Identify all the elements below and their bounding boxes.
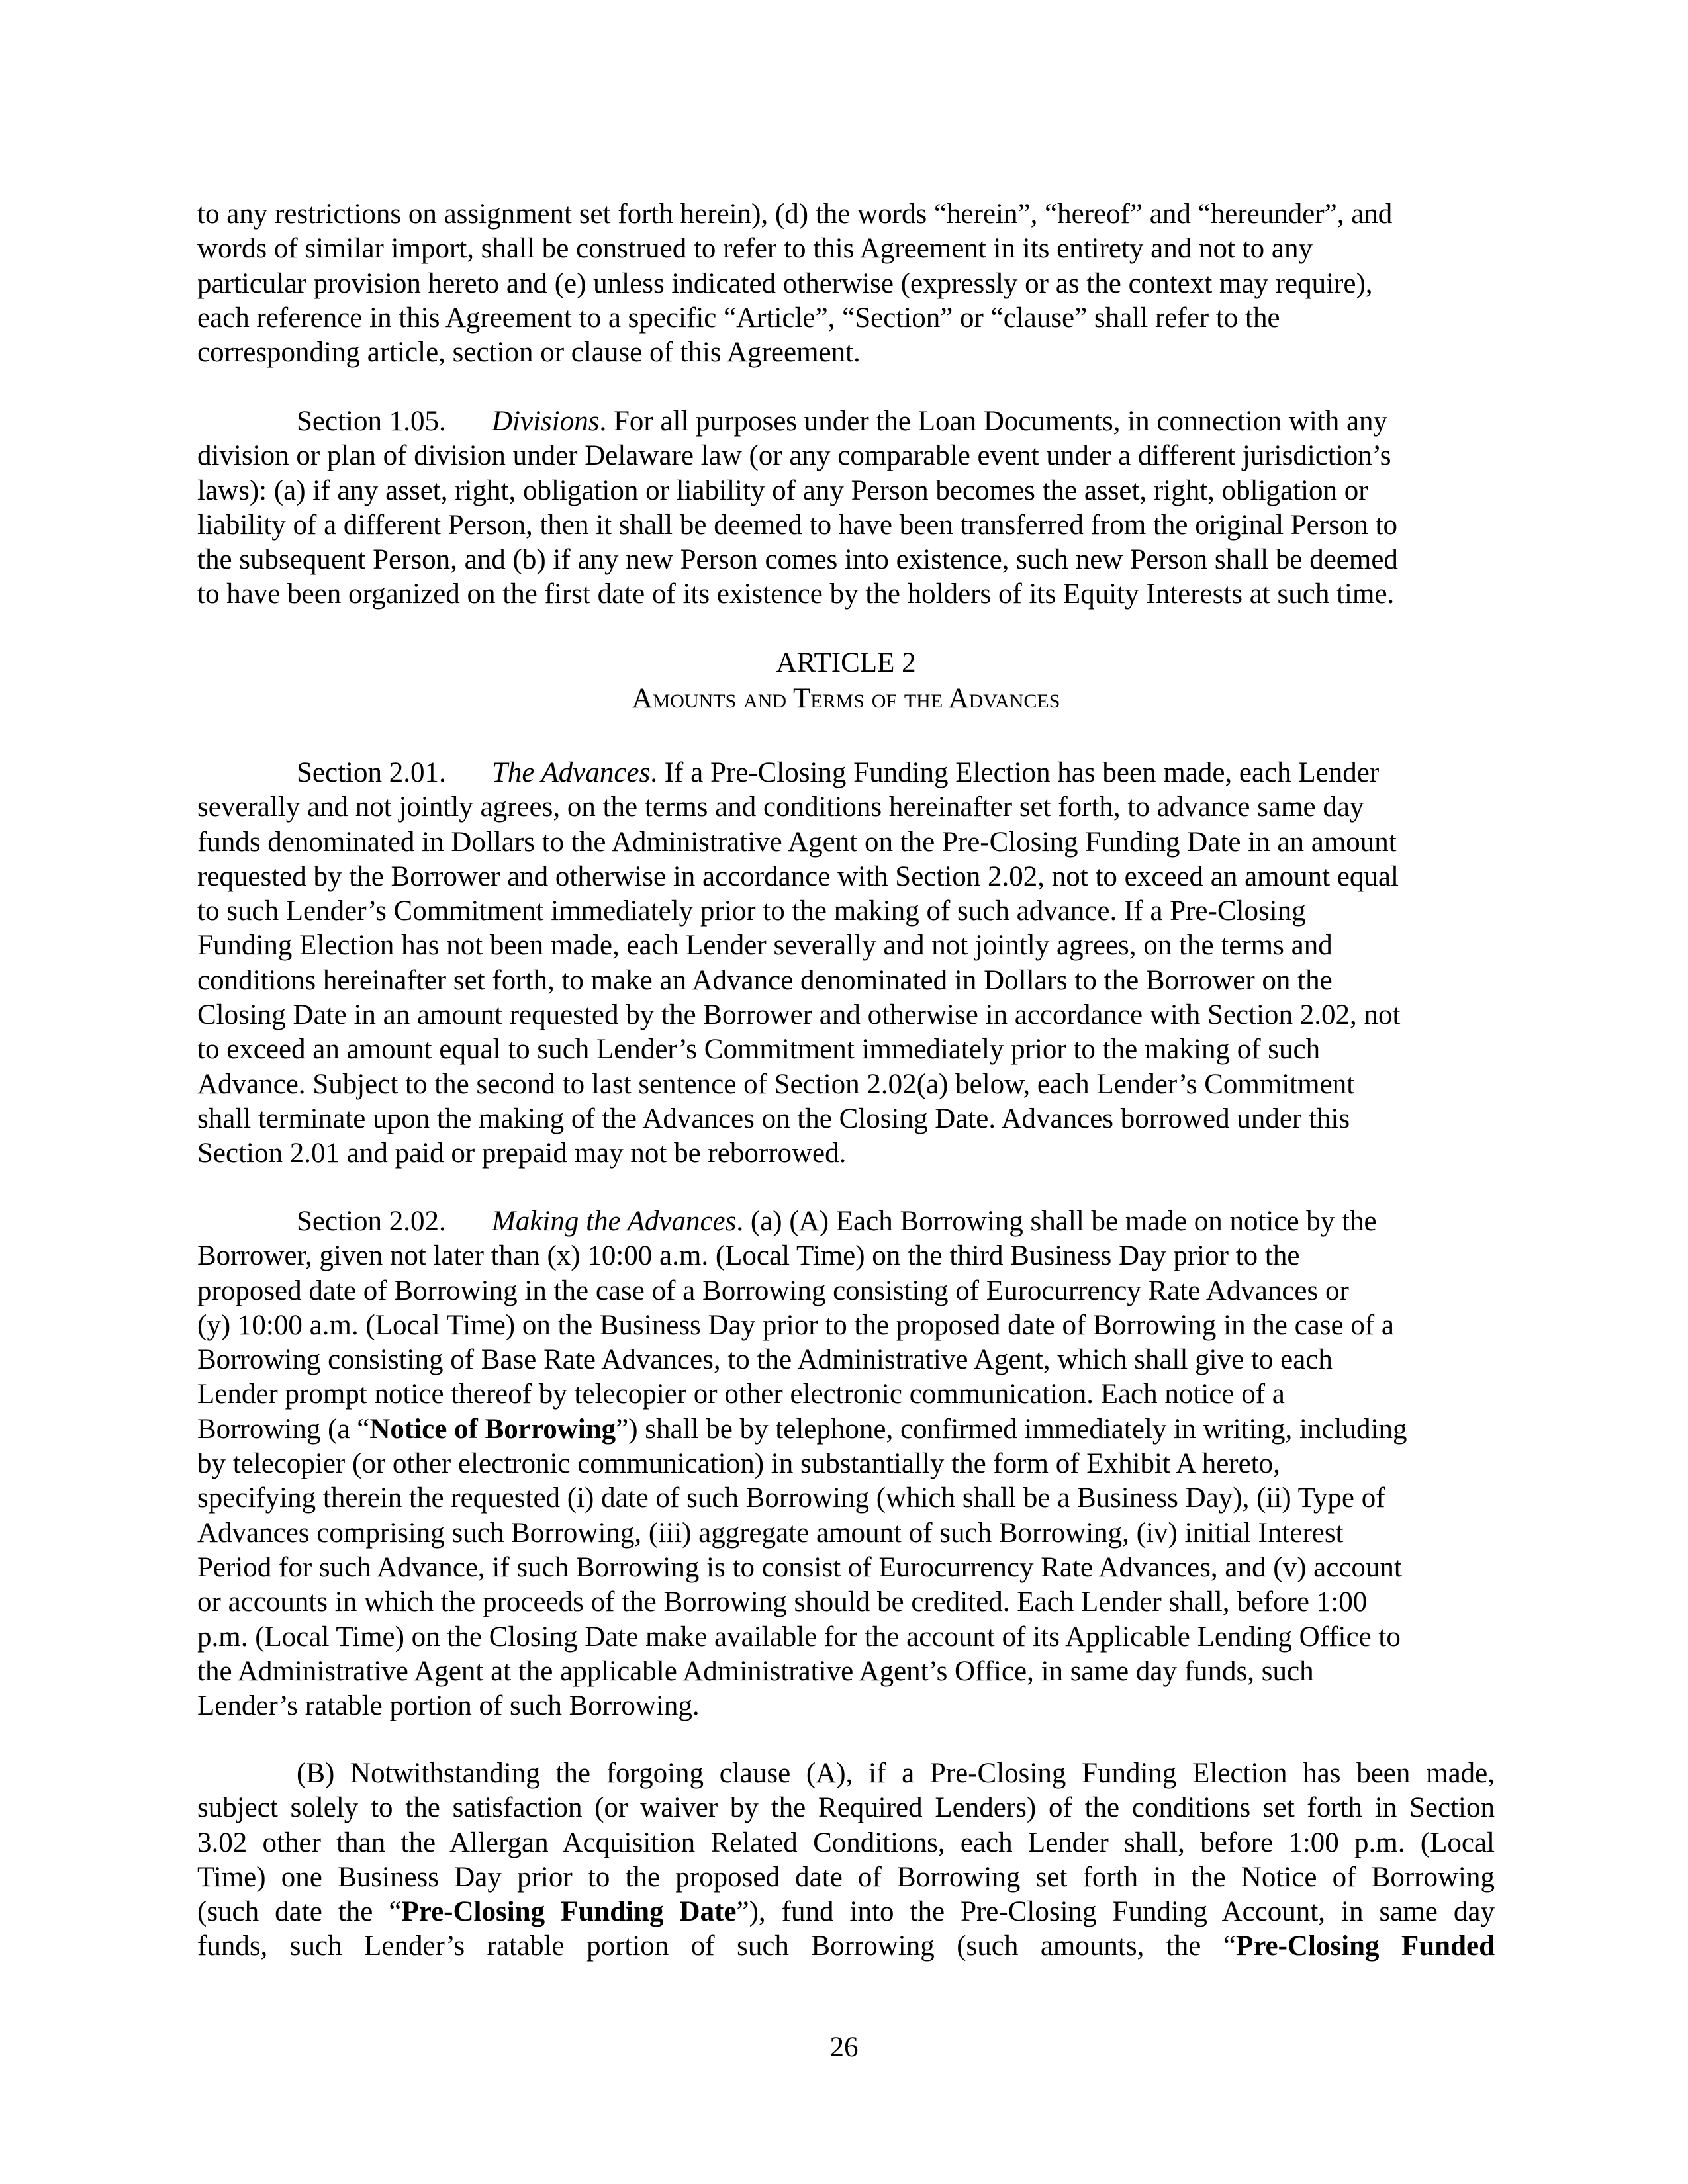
text-line: shall terminate upon the making of the Advances on the Closing Date. Advances borrowed under this bbox=[197, 1103, 1350, 1134]
section-number: Section 1.05. bbox=[297, 406, 446, 437]
paragraph-b bbox=[197, 1756, 1495, 1964]
text-line: proposed date of Borrowing in the case of a Borrowing consisting of Eurocurrency Rate Advances or bbox=[197, 1275, 1349, 1306]
text-line: subject solely to the satisfaction (or waiver by the Required Lenders) of the conditions set forth in Section bbox=[197, 1792, 1495, 1824]
text-line: Section 2.01 and paid or prepaid may not be reborrowed. bbox=[197, 1138, 847, 1169]
article-subheading: Amounts and Terms of the Advances bbox=[632, 683, 1060, 714]
text-line: particular provision hereto and (e) unless indicated otherwise (expressly or as the context may require), bbox=[197, 267, 1373, 299]
text-line: 3.02 other than the Allergan Acquisition Related Conditions, each Lender shall, before 1:00 p.m. (Local bbox=[197, 1827, 1495, 1858]
text-line: funds denominated in Dollars to the Administrative Agent on the Pre-Closing Funding Date in an amount bbox=[197, 826, 1397, 858]
text-line: Time) one Business Day prior to the proposed date of Borrowing set forth in the Notice of Borrowing bbox=[197, 1861, 1495, 1893]
section-title: Making the Advances bbox=[492, 1206, 737, 1237]
defined-term: Pre-Closing Funding Date bbox=[401, 1896, 737, 1928]
text-line: Closing Date in an amount requested by the Borrower and otherwise in accordance with Section 2.02, not bbox=[197, 999, 1401, 1031]
text-line: to such Lender’s Commitment immediately prior to the making of such advance. If a Pre-Closing bbox=[197, 895, 1306, 927]
section-number: Section 2.01. bbox=[297, 757, 446, 788]
section-2-02 bbox=[197, 1205, 1495, 1723]
text-line: laws): (a) if any asset, right, obligation or liability of any Person becomes the asset, right, obligation or bbox=[197, 475, 1368, 506]
section-heading-line: Section 2.01. The Advances. If a Pre-Closing Funding Election has been made, each Lender bbox=[197, 756, 1495, 790]
text-line: to have been organized on the first date of its existence by the holders of its Equity Interests at such time. bbox=[197, 578, 1395, 610]
text-line: Lender prompt notice thereof by telecopier or other electronic communication. Each notice of a bbox=[197, 1379, 1285, 1410]
text-line: (y) 10:00 a.m. (Local Time) on the Business Day prior to the proposed date of Borrowing in the case of a bbox=[197, 1309, 1395, 1341]
text-line: the Administrative Agent at the applicable Administrative Agent’s Office, in same day funds, such bbox=[197, 1655, 1314, 1687]
section-heading-line: Section 2.02. Making the Advances. (a) (A) Each Borrowing shall be made on notice by the bbox=[197, 1205, 1495, 1239]
text-line: words of similar import, shall be construed to refer to this Agreement in its entirety and not to any bbox=[197, 233, 1313, 265]
section-title: The Advances bbox=[492, 757, 651, 788]
text-line: Borrower, given not later than (x) 10:00 a.m. (Local Time) on the third Business Day prior to the bbox=[197, 1240, 1300, 1272]
text-line: funds, such Lender’s ratable portion of such Borrowing (such amounts, the “Pre-Closing Funded bbox=[197, 1931, 1495, 1962]
text-line: corresponding article, section or clause of this Agreement. bbox=[197, 337, 861, 369]
text-line: Borrowing (a “Notice of Borrowing”) shall be by telephone, confirmed immediately in writing, including bbox=[197, 1413, 1407, 1445]
text-line: (such date the “Pre-Closing Funding Date”), fund into the Pre-Closing Funding Account, in same day bbox=[197, 1896, 1495, 1928]
text-line: Borrowing consisting of Base Rate Advances, to the Administrative Agent, which shall give to each bbox=[197, 1344, 1333, 1376]
paragraph-continuation bbox=[197, 197, 1495, 370]
text-line: Advance. Subject to the second to last sentence of Section 2.02(a) below, each Lender’s Commitment bbox=[197, 1068, 1355, 1100]
text-line: requested by the Borrower and otherwise in accordance with Section 2.02, not to exceed an amount equal bbox=[197, 860, 1399, 892]
defined-term: Pre-Closing Funded bbox=[1235, 1931, 1495, 1962]
text-line: Lender’s ratable portion of such Borrowing. bbox=[197, 1690, 700, 1722]
text-line: liability of a different Person, then it shall be deemed to have been transferred from the original Person to bbox=[197, 509, 1398, 541]
text-line: to any restrictions on assignment set forth herein), (d) the words “herein”, “hereof” and “hereunder”, and bbox=[197, 199, 1393, 230]
text-line: p.m. (Local Time) on the Closing Date make available for the account of its Applicable Lending Office to bbox=[197, 1621, 1401, 1653]
section-heading-line: Section 1.05. Divisions. For all purposes under the Loan Documents, in connection with any bbox=[197, 404, 1495, 439]
text-line: Funding Election has not been made, each Lender severally and not jointly agrees, on the terms and bbox=[197, 930, 1333, 962]
text-line: (B) Notwithstanding the forgoing clause (A), if a Pre-Closing Funding Election has been made, bbox=[297, 1758, 1495, 1789]
text-line: severally and not jointly agrees, on the terms and conditions hereinafter set forth, to advance same day bbox=[197, 792, 1364, 823]
article-heading: ARTICLE 2 bbox=[776, 647, 916, 678]
defined-term: Notice of Borrowing bbox=[369, 1413, 616, 1445]
section-title: Divisions bbox=[492, 406, 600, 437]
text-line: division or plan of division under Delaware law (or any comparable event under a different jurisdiction’s bbox=[197, 440, 1391, 472]
text-line: or accounts in which the proceeds of the Borrowing should be credited. Each Lender shall, before 1:00 bbox=[197, 1586, 1368, 1618]
section-2-01 bbox=[197, 756, 1495, 1171]
text-line: conditions hereinafter set forth, to make an Advance denominated in Dollars to the Borrower on the bbox=[197, 964, 1333, 996]
section-number: Section 2.02. bbox=[297, 1206, 446, 1237]
text-line: the subsequent Person, and (b) if any new Person comes into existence, such new Person shall be deemed bbox=[197, 544, 1398, 576]
text-line: by telecopier (or other electronic communication) in substantially the form of Exhibit A hereto, bbox=[197, 1448, 1280, 1480]
text-line: each reference in this Agreement to a specific “Article”, “Section” or “clause” shall refer to the bbox=[197, 302, 1280, 334]
page-number: 26 bbox=[829, 2032, 859, 2063]
text-line: to exceed an amount equal to such Lender’s Commitment immediately prior to the making of such bbox=[197, 1034, 1321, 1066]
text-line: specifying therein the requested (i) date of such Borrowing (which shall be a Business Day), (ii) Type of bbox=[197, 1482, 1385, 1514]
text-line: Advances comprising such Borrowing, (iii) aggregate amount of such Borrowing, (iv) initial Interest bbox=[197, 1517, 1344, 1549]
text-line: Period for such Advance, if such Borrowing is to consist of Eurocurrency Rate Advances, and (v) account bbox=[197, 1551, 1402, 1583]
section-1-05 bbox=[197, 404, 1495, 612]
